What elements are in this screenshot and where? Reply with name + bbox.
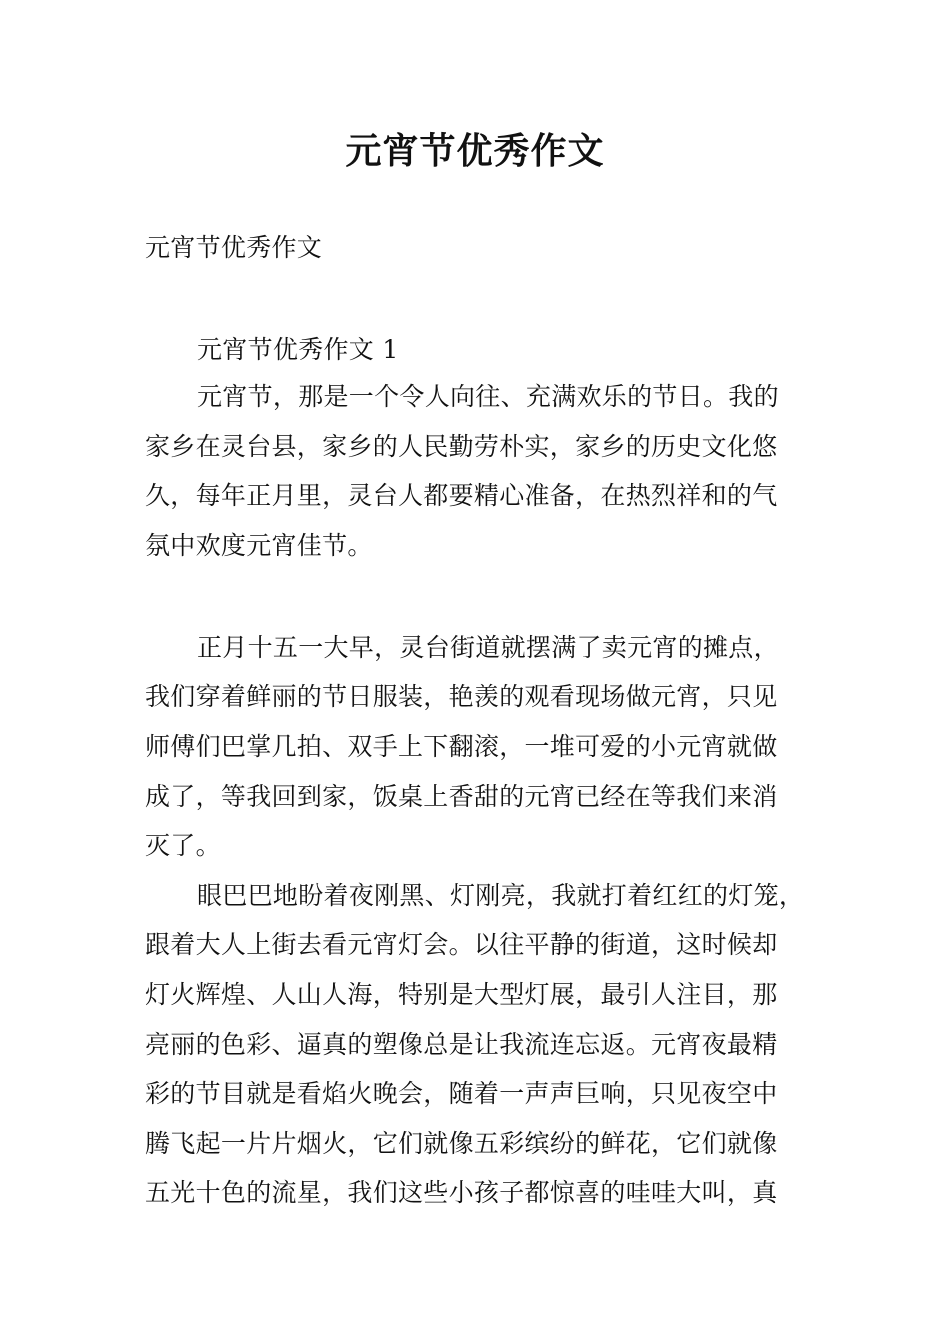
paragraph-line: 久，每年正月里，灵台人都要精心准备，在热烈祥和的气: [145, 481, 778, 510]
paragraph-line: 成了，等我回到家，饭桌上香甜的元宵已经在等我们来消: [145, 782, 778, 811]
paragraph-line: 我们穿着鲜丽的节日服装，艳羡的观看现场做元宵，只见: [145, 682, 778, 711]
paragraph-line: 亮丽的色彩、逼真的塑像总是让我流连忘返。元宵夜最精: [145, 1030, 778, 1059]
paragraph-line: 灭了。: [145, 831, 221, 860]
paragraph-line: 眼巴巴地盼着夜刚黑、灯刚亮，我就打着红红的灯笼，: [197, 881, 805, 910]
document-title: 元宵节优秀作文: [345, 130, 605, 172]
paragraph-line: 家乡在灵台县，家乡的人民勤劳朴实，家乡的历史文化悠: [145, 432, 778, 461]
paragraph-line: 彩的节目就是看焰火晚会，随着一声声巨响，只见夜空中: [145, 1079, 778, 1108]
paragraph-line: 氛中欢度元宵佳节。: [145, 531, 373, 560]
section-heading: 元宵节优秀作文 1: [197, 335, 399, 364]
paragraph-line: 灯火辉煌、人山人海，特别是大型灯展，最引人注目，那: [145, 980, 778, 1009]
paragraph-line: 正月十五一大早，灵台街道就摆满了卖元宵的摊点，: [197, 633, 779, 662]
paragraph-line: 元宵节，那是一个令人向往、充满欢乐的节日。我的: [197, 382, 779, 411]
document-subtitle: 元宵节优秀作文: [145, 233, 323, 262]
paragraph-line: 腾飞起一片片烟火，它们就像五彩缤纷的鲜花，它们就像: [145, 1129, 778, 1158]
paragraph-line: 师傅们巴掌几拍、双手上下翻滚，一堆可爱的小元宵就做: [145, 732, 778, 761]
paragraph-line: 五光十色的流星，我们这些小孩子都惊喜的哇哇大叫，真: [145, 1178, 778, 1207]
paragraph-line: 跟着大人上街去看元宵灯会。以往平静的街道，这时候却: [145, 930, 778, 959]
